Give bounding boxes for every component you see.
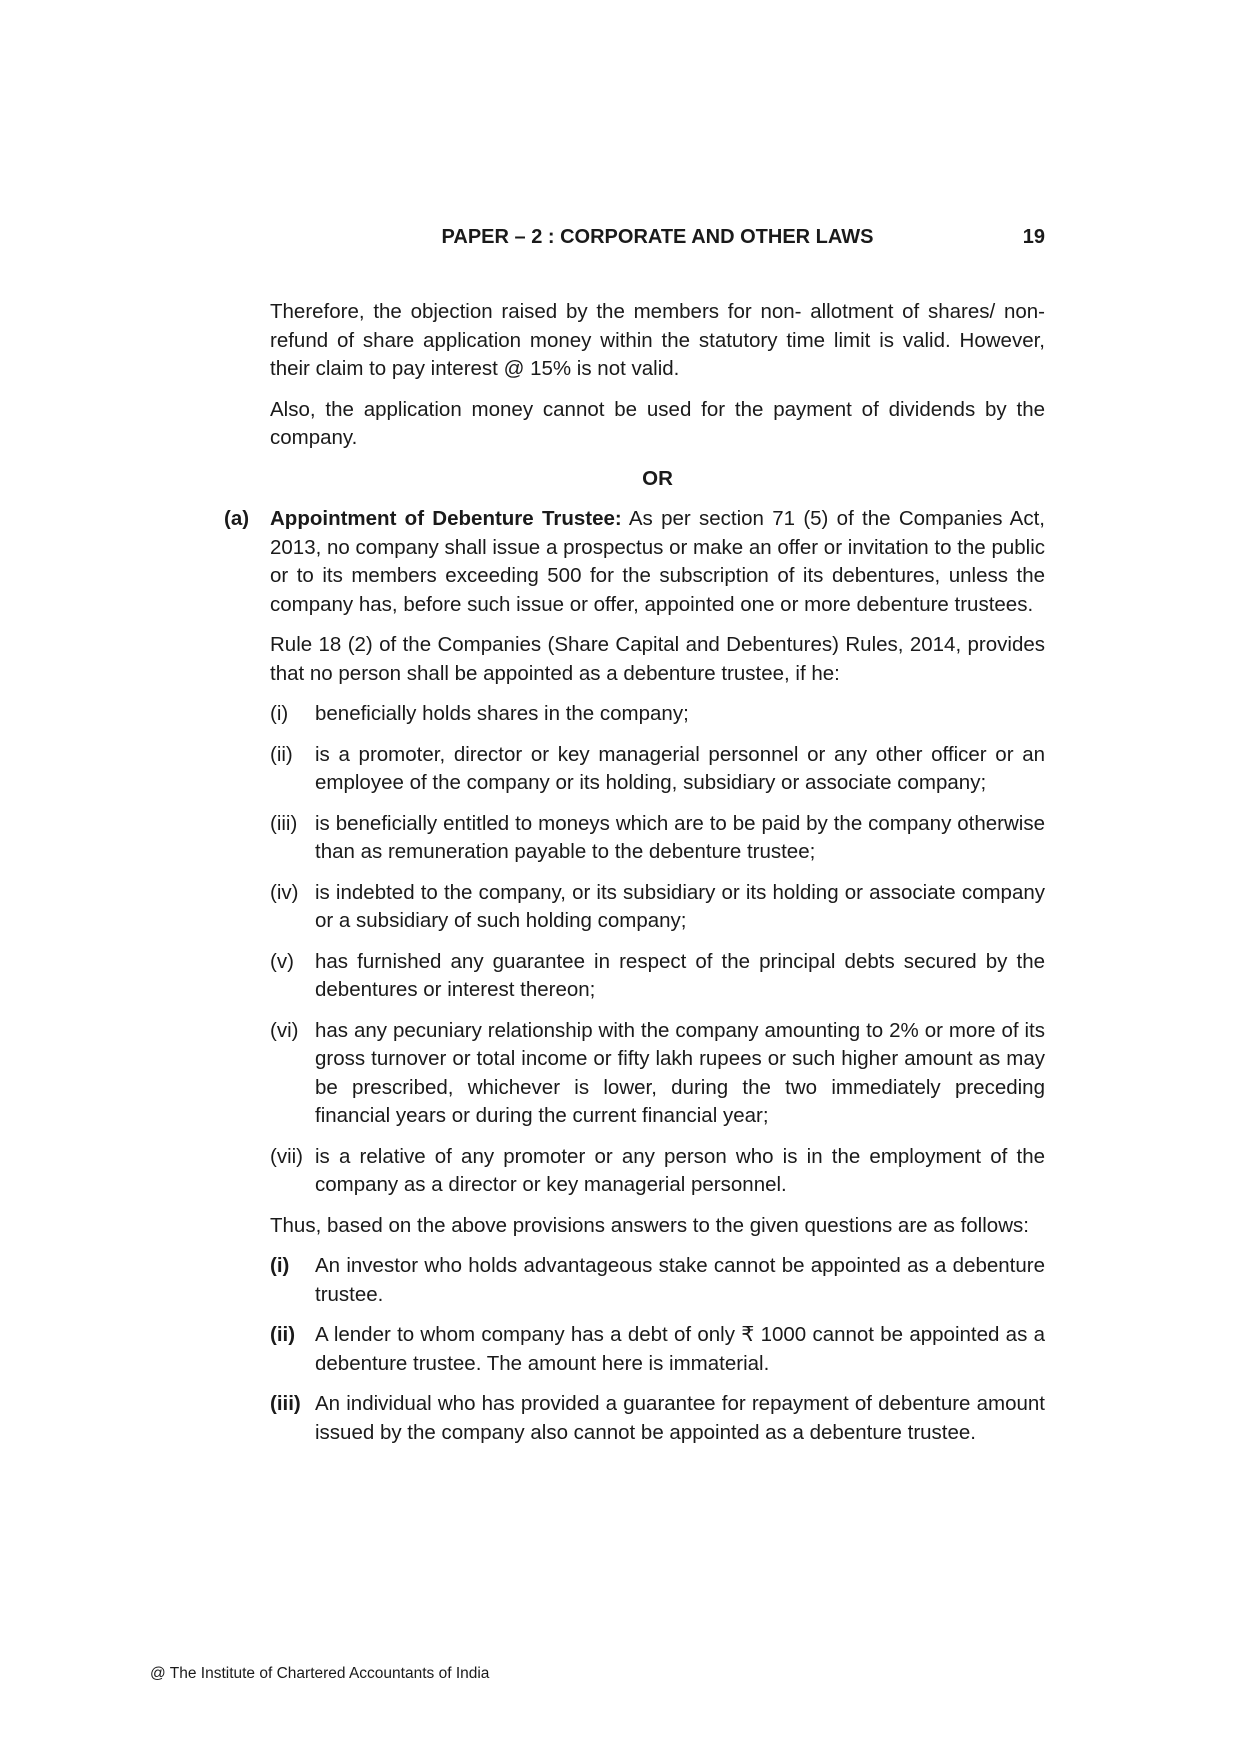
answers-list [270,1252,1045,1447]
answer-text: An individual who has provided a guarantee for repayment of debenture amount issued by the company also cannot be appointed as a debenture trustee. [315,1392,1045,1444]
condition-text: is a relative of any promoter or any person who is in the employment of the company as a director or key managerial personnel. [315,1144,1045,1196]
answer-text: An investor who holds advantageous stake cannot be appointed as a debenture trustee. [315,1254,1045,1306]
answer-item [270,1252,1045,1309]
answer-a-heading: Appointment of Debenture Trustee: [270,507,622,530]
answer-a [224,505,1045,619]
condition-number: (ii) [270,742,293,766]
conclusion-intro: Thus, based on the above provisions answers to the given questions are as follows: [270,1213,1029,1237]
condition-number: (i) [270,702,289,725]
condition-number: (vii) [270,1144,304,1168]
condition-number: (vi) [270,1018,299,1042]
conditions-list [270,700,1045,1200]
answer-number: (i) [270,1254,290,1277]
condition-number: (v) [270,949,294,973]
condition-item [270,810,1045,867]
answer-a-text: As per section 71 (5) of the Companies Act, 2013, no company shall issue a prospectus or make an offer or invitation to the public or to its members exceeding 500 for the subscription of its debentures, unless the company has, before such issue or offer, appointed one or more debenture trustees. [270,507,1045,616]
condition-number: (iv) [270,880,299,904]
answer-a-label: (a) [224,507,250,530]
answer-item [270,1321,1045,1378]
condition-item [270,948,1045,1005]
condition-item [270,1017,1045,1131]
answer-item [270,1390,1045,1447]
answer-text: A lender to whom company has a debt of only ₹ 1000 cannot be appointed as a debenture trustee. The amount here is immaterial. [315,1323,1045,1375]
condition-item [270,741,1045,798]
page-footer: @ The Institute of Chartered Accountants of India [150,1665,490,1682]
answer-number: (ii) [270,1323,296,1346]
page-header [270,226,1045,256]
header-title: PAPER – 2 : CORPORATE AND OTHER LAWS [441,226,874,248]
or-separator: OR [642,466,673,490]
intro-paragraph-1: Therefore, the objection raised by the members for non- allotment of shares/ non-refund of share application money within the statutory time limit is valid. However, their claim to pay interest @ 15% is not valid. [270,300,1045,380]
intro-paragraph-2: Also, the application money cannot be used for the payment of dividends by the company. [270,397,1045,449]
page-body [224,298,1045,1459]
rule-intro: Rule 18 (2) of the Companies (Share Capital and Debentures) Rules, 2014, provides that no person shall be appointed as a debenture trustee, if he: [270,633,1045,685]
condition-text: beneficially holds shares in the company; [315,702,689,725]
condition-item [270,700,1045,729]
condition-text: has any pecuniary relationship with the company amounting to 2% or more of its gross turnover or total income or fifty lakh rupees or such higher amount as may be prescribed, whichever is lower, during the two immediately preceding financial years or during the current financial year; [315,1018,1045,1127]
answer-a-paragraph [270,505,1045,619]
page-number: 19 [1022,226,1045,248]
condition-text: is beneficially entitled to moneys which are to be paid by the company otherwise than as remuneration payable to the debenture trustee; [315,811,1045,863]
condition-number: (iii) [270,811,298,835]
answer-number: (iii) [270,1392,301,1415]
condition-text: is a promoter, director or key managerial personnel or any other officer or an employee of the company or its holding, subsidiary or associate company; [315,742,1045,794]
condition-item [270,879,1045,936]
condition-text: is indebted to the company, or its subsidiary or its holding or associate company or a subsidiary of such holding company; [315,880,1045,932]
condition-item [270,1143,1045,1200]
condition-text: has furnished any guarantee in respect of the principal debts secured by the debentures or interest thereon; [315,949,1045,1001]
